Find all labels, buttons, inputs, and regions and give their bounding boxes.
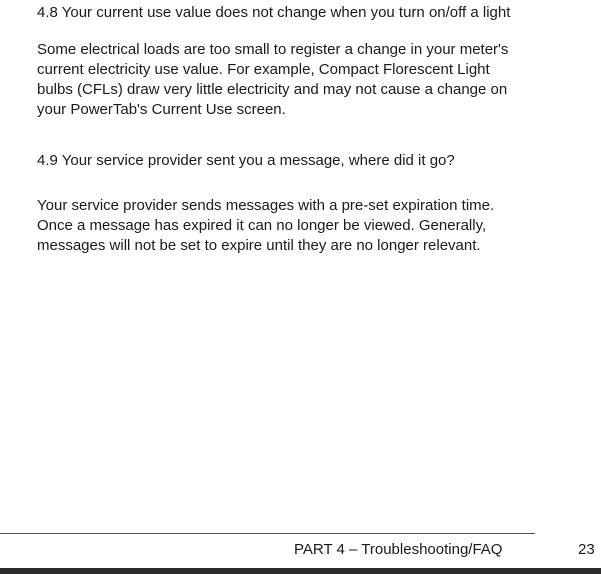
section-body-4-9	[37, 196, 597, 256]
body-line: current electricity use value. For example, Compact Florescent Light	[37, 61, 490, 78]
bottom-edge-bar	[0, 568, 601, 574]
body-line: Once a message has expired it can no longer be viewed. Generally,	[37, 217, 487, 234]
page-number: 23	[578, 541, 595, 558]
footer-section-label: PART 4 – Troubleshooting/FAQ	[294, 541, 503, 558]
body-line: messages will not be set to expire until they are no longer relevant.	[37, 237, 481, 254]
body-line: Your service provider sends messages with a pre-set expiration time.	[37, 197, 495, 214]
section-heading-4-8: 4.8 Your current use value does not change when you turn on/off a light	[37, 4, 511, 21]
body-line: your PowerTab's Current Use screen.	[37, 101, 286, 118]
section-heading-4-9: 4.9 Your service provider sent you a message, where did it go?	[37, 152, 455, 169]
body-line: bulbs (CFLs) draw very little electricity and may not cause a change on	[37, 81, 508, 98]
body-line: Some electrical loads are too small to register a change in your meter's	[37, 41, 509, 58]
footer-divider	[0, 533, 535, 534]
section-body-4-8	[37, 40, 597, 120]
